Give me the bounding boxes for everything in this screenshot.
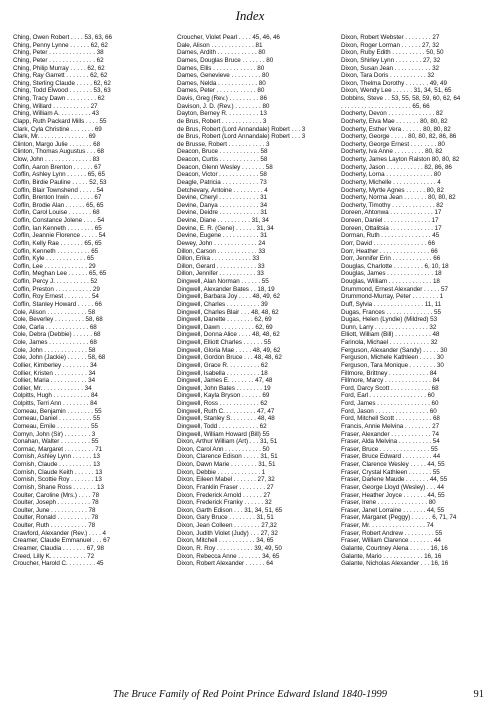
index-entry: Dobbins, Steve . . 53, 55, 58, 59, 60, 62, 64 bbox=[341, 95, 461, 102]
index-entry: Dixon, Debbie . . . . . . . . . . . . . 1 bbox=[177, 468, 266, 476]
index-entry: Dixon, Thelma Dorothy . . . . . . . 49, 49 bbox=[341, 79, 447, 87]
index-entry: Dixon, Eileen Mabel . . . . . . . 27, 32 bbox=[177, 476, 275, 484]
index-entry: Docherty, George . . . . . 80, 80, 82, 86, 86 bbox=[341, 133, 457, 141]
index-entry: de Brus, Robert (Lord Annandale) Robert . . . 3 bbox=[177, 125, 306, 133]
index-entry: Coffin, Brodie Alan . . . . . . 65, 65 bbox=[13, 201, 104, 209]
index-entry: Clow, John . . . . . . . . . . . . . . 83 bbox=[13, 156, 100, 163]
index-entry: Clinton, Margo Julie . . . . . . . 68 bbox=[13, 140, 101, 148]
index-entry: Dixon, Tara Doris . . . . . . . . . . . 32 bbox=[341, 72, 435, 80]
index-entry: Dillon, Jennifer . . . . . . . . . . . 33 bbox=[177, 270, 264, 278]
index-entry: Dixon, Clarence Edison . . . . . 31, 51 bbox=[177, 453, 278, 461]
index-entry: Dillon, Carson . . . . . . . . . . . . 33 bbox=[177, 247, 266, 255]
index-entry: Fraser, Robert Andrew . . . . . . . . . 55 bbox=[341, 529, 443, 537]
index-entry: Douglas, Charlotte . . . . . . . . . 6, 10, 18 bbox=[341, 262, 449, 270]
index-entry: Davison, J. D. (Rev.) . . . . . . . . 80 bbox=[177, 102, 270, 110]
index-entry: Collier, Kristen . . . . . . . . . . 34 bbox=[13, 369, 96, 377]
index-entry: Fraser, Bruce Edward . . . . . . . . . 44 bbox=[341, 453, 441, 461]
index-entry: Collier, Mr. . . . . . . . . . . . . 34 bbox=[13, 384, 92, 392]
index-entry: Ferguson, Alexander (Sandy) . . . . . 30 bbox=[341, 346, 448, 354]
index-entry: Coulter, Caroline (Mrs.) . . . . 78 bbox=[13, 491, 100, 499]
index-entry: Devine, Diane . . . . . . . . . . 31, 34 bbox=[177, 217, 269, 224]
index-entry: Coffin, Ashley Lynn . . . . . . 65, 65 bbox=[13, 171, 105, 179]
index-entry: Fraser, Crystal Kathleen . . . . . . . 55 bbox=[341, 468, 440, 476]
index-entry: Drummond-Murray, Peter . . . . . . . . 1 bbox=[341, 293, 444, 301]
index-entry: Dingwell, Donna Alice . . . . 48, 48, 62 bbox=[177, 331, 280, 339]
index-entry: Ferguson, Michele Kathleen . . . . . 30 bbox=[341, 354, 444, 362]
index-entry: Dorr, Jennifer Erin . . . . . . . . . . . . 66 bbox=[341, 255, 441, 263]
index-entry: Coulter, Joseph . . . . . . . . . . 78 bbox=[13, 499, 99, 507]
footer-title: The Bruce Family of Red Point Prince Edward Island 1840-1999 bbox=[112, 689, 388, 700]
index-entry: Coulter, June . . . . . . . . . . . 78 bbox=[13, 506, 96, 514]
index-entry: Fillmore, Marcy . . . . . . . . . . . . . . 84 bbox=[341, 377, 440, 385]
index-entry: Cole, James . . . . . . . . . . . . 68 bbox=[13, 339, 97, 346]
index-entry: Docherty, Elva Mae . . . . . . . 80, 80, 82 bbox=[341, 117, 448, 125]
index-entry: Dingwell, Todd . . . . . . . . . . . . 62 bbox=[177, 422, 267, 430]
index-entry: Docherty, Iva Anne . . . . . . . . . 80, 82 bbox=[341, 148, 443, 156]
index-entry: Dixon, Carol Ann . . . . . . . . . . . 50 bbox=[177, 445, 270, 453]
index-entry: Ching, Todd Elwood . . . . . . . 53, 63 bbox=[13, 87, 111, 95]
index-entry: Dorr, Heather . . . . . . . . . . . . . . . 66 bbox=[341, 247, 438, 255]
index-entry: Dillon, Erika . . . . . . . . . . . . 33 bbox=[177, 255, 260, 263]
index-entry: Fraser, George Lloyd (Wesley) . . . 44 bbox=[341, 483, 444, 491]
index-column-2 bbox=[177, 34, 327, 674]
index-entry: Dingwell, Ross . . . . . . . . . . . . 62 bbox=[177, 400, 268, 407]
index-entry: Dingwell, Danette . . . . . . . . 62, 69 bbox=[177, 316, 272, 324]
index-entry: Comeau, Emile . . . . . . . . . . 55 bbox=[13, 422, 98, 430]
index-entry: Dunn, Larry . . . . . . . . . . . . . . . . 32 bbox=[341, 323, 437, 331]
index-entry: Dingwell, Gordon Bruce . . . 48, 48, 62 bbox=[177, 354, 282, 362]
index-entry: de Brus, Robert . . . . . . . . . . . . 3 bbox=[177, 117, 267, 125]
index-entry: Fraser, Alexander . . . . . . . . . . . . 74 bbox=[341, 430, 439, 438]
index-entry: Francis, Annie Melvina . . . . . . . . 27 bbox=[341, 422, 440, 430]
index-entry: Elliott, William (Bill) . . . . . . . . . . . 48 bbox=[341, 331, 440, 339]
index-entry: Ching, William A. . . . . . . . . . 43 bbox=[13, 110, 99, 118]
index-entry: Detchevary, Antoine . . . . . . . . . 4 bbox=[177, 186, 268, 194]
index-entry: Clark, Mr. . . . . . . . . . . . . . . 69 bbox=[13, 133, 96, 141]
index-entry: Coffin, Kyle . . . . . . . . . . . . 65 bbox=[13, 255, 94, 263]
page-number: 91 bbox=[473, 689, 484, 700]
index-entry: Dames, Douglas Bruce . . . . . . . 80 bbox=[177, 56, 274, 64]
index-entry: Ching, Penny Lynne . . . . . . 62, 62 bbox=[13, 41, 108, 49]
index-entry: Cole, Debra (Debbie) . . . . . . 68 bbox=[13, 331, 101, 339]
index-entry: Creamer, Claudia . . . . . . . 67, 98 bbox=[13, 544, 104, 552]
index-entry: Docherty, Norma Jean . . . . . . . 80, 80, 82 bbox=[341, 194, 456, 202]
index-entry: Comyn, John (Sir) . . . . . . . . 3 bbox=[13, 430, 96, 438]
index-entry: Docherty, George Ernest . . . . . . . . 80 bbox=[341, 140, 445, 148]
index-entry: Dingwell, James E. . . . . . . . 47, 48 bbox=[177, 377, 273, 385]
index-entry: Dingwell, Ruth C. . . . . . . . . . 47, 47 bbox=[177, 407, 275, 415]
index-entry: Coffin, Ian Kenneth . . . . . . . . 65 bbox=[13, 224, 102, 232]
index-entry: Dingwell, William Howard (Bill) 55 bbox=[177, 430, 270, 438]
index-entry: Docherty, Timothy . . . . . . . . . . . . . 82 bbox=[341, 201, 444, 209]
index-entry: Ford, Darcy Scott . . . . . . . . . . . . 68 bbox=[341, 384, 439, 392]
index-entry: Dingwell, Dawn . . . . . . . . . . 62, 69 bbox=[177, 323, 273, 331]
index-entry: Dixon, Ruby Edith . . . . . . . . . . 50, 50 bbox=[341, 49, 444, 57]
index-entry: Dingwell, Grace R. . . . . . . . . . 62 bbox=[177, 361, 268, 369]
index-entry: Fraser, Bruce . . . . . . . . . . . . . . . 55 bbox=[341, 445, 438, 453]
index-entry: Fraser, Heather Joyce . . . . . . . 44, 55 bbox=[341, 491, 445, 499]
index-entry: Ford, James . . . . . . . . . . . . . . . . 60 bbox=[341, 400, 439, 407]
index-entry: Coffin, Preston . . . . . . . . . . . 29 bbox=[13, 285, 100, 293]
index-entry: Cole, John (Jackie) . . . . . . 58, 68 bbox=[13, 354, 106, 362]
index-entry: Dugas, Frances . . . . . . . . . . . . . . 55 bbox=[341, 308, 441, 316]
index-entry: Coffin, Brenton Irwin . . . . . . . 67 bbox=[13, 194, 102, 202]
index-entry: Cornish, Claude . . . . . . . . . . 13 bbox=[13, 461, 100, 468]
index-entry: Dixon, Shirley Lynn . . . . . . . . 27, 32 bbox=[341, 56, 441, 64]
index-entry: Croucher, Harold C. . . . . . . . . 45 bbox=[13, 560, 104, 568]
index-entry: Fraser, Alda Melvina . . . . . . . . . . 54 bbox=[341, 438, 440, 446]
index-entry: Galante, Nicholas Alexander . . . 16, 16 bbox=[341, 560, 449, 568]
index-entry: Clapp, Ruth Packard Mills . . . . 55 bbox=[13, 117, 107, 125]
index-entry: Ching, Peter . . . . . . . . . . . . . . 38 bbox=[13, 49, 104, 57]
index-entry: Ching, Sterling Claude . . . . . 62, 62 bbox=[13, 79, 111, 87]
index-entry: Coffin, Lee . . . . . . . . . . . . . 29 bbox=[13, 262, 96, 270]
index-entry: Dixon, Robert Webster . . . . . . . . 27 bbox=[341, 34, 440, 41]
index-entry: Coffin, Meghan Lee . . . . . . 65, 65 bbox=[13, 270, 107, 278]
index-entry: Coffin, Aaron Brenton . . . . . . 67 bbox=[13, 163, 102, 171]
index-entry: Dames, Nelda . . . . . . . . . . . . 80 bbox=[177, 79, 266, 87]
index-entry: Dames, Ellis . . . . . . . . . . . . . 80 bbox=[177, 64, 265, 72]
index-entry: Coulter, Ronald . . . . . . . . . . 78 bbox=[13, 514, 99, 522]
index-entry: Dugas, Helen (Lyndie) (Mildred) 53 bbox=[341, 316, 438, 324]
index-entry: Fraser, Janet Lorraine . . . . . . . 44, 55 bbox=[341, 506, 445, 514]
index-entry: Devine, Deidre . . . . . . . . . . . . 31 bbox=[177, 209, 268, 217]
index-entry: Deacon, Bruce . . . . . . . . . . . . 58 bbox=[177, 148, 268, 156]
index-entry: Coulter, Ruth . . . . . . . . . . . 78 bbox=[13, 522, 96, 529]
index-entry: Dayton, Berney R. . . . . . . . . . 13 bbox=[177, 110, 267, 118]
index-entry: . . . . . . . . . . . . . . . . . . . . . 65, 66 bbox=[341, 102, 430, 110]
index-entry: Cornish, Ashley Lynn . . . . . . 13 bbox=[13, 453, 100, 461]
index-entry: Fraser, Margaret (Peggy) . . . . . . 6, 71, 74 bbox=[341, 514, 457, 522]
index-entry: Devine, Eugene . . . . . . . . . . . 31 bbox=[177, 232, 268, 240]
index-entry: Docherty, Devon . . . . . . . . . . . . . . 82 bbox=[341, 110, 443, 118]
index-entry: Doreen, Daniel . . . . . . . . . . . . . . 17 bbox=[341, 217, 439, 224]
index-entry: de Brusse, Robert . . . . . . . . . . . 3 bbox=[177, 140, 270, 148]
index-entry: Devine, Cheryl . . . . . . . . . . . . 31 bbox=[177, 194, 267, 202]
index-entry: Devine, E. R. (Gene) . . . . . . 31, 34 bbox=[177, 224, 274, 232]
index-entry: Dewey, John . . . . . . . . . . . . . 24 bbox=[177, 239, 266, 247]
index-entry: Conahan, Walter . . . . . . . . . 55 bbox=[13, 438, 99, 446]
index-entry: Galante, Mario . . . . . . . . . . . . 16, 16 bbox=[341, 552, 442, 560]
index-entry: Croucher, Violet Pearl . . . . 45, 46, 46 bbox=[177, 34, 280, 41]
index-entry: Coffin, Constance Jolene . . . . 54 bbox=[13, 217, 105, 224]
index-entry: Fraser, Irene . . . . . . . . . . . . . . . 80 bbox=[341, 499, 436, 507]
index-entry: Drummond, Ernest Alexander . . . . . 57 bbox=[341, 285, 448, 293]
index-entry: Creamer, Claude Emmanuel . . . 67 bbox=[13, 537, 111, 545]
index-entry: Coffin, Birdie Pauline . . . . . 52, 53 bbox=[13, 178, 107, 186]
index-entry: Dixon, Franklin Fraser . . . . . . . . 27 bbox=[177, 483, 274, 491]
index-entry: Dixon, Susan Jean . . . . . . . . . . . 32 bbox=[341, 64, 439, 72]
index-entry: Cornish, Claude Keith . . . . . . 13 bbox=[13, 468, 103, 476]
index-entry: Dorman, Ruth . . . . . . . . . . . . . . . 45 bbox=[341, 232, 440, 240]
index-columns bbox=[13, 34, 491, 674]
index-entry: Coffin, Kenneth . . . . . . . . . . 65 bbox=[13, 247, 99, 255]
index-entry: Ching, Willard . . . . . . . . . . . 27 bbox=[13, 102, 98, 110]
index-entry: Farinola, Michael . . . . . . . . . . . . 32 bbox=[341, 339, 438, 346]
index-entry: Cornish, Shane Ross . . . . . . . 13 bbox=[13, 483, 104, 491]
index-entry: Deacon, Curtis . . . . . . . . . . . . 58 bbox=[177, 156, 268, 163]
index-entry: Fraser, Mr. . . . . . . . . . . . . . . . . 74 bbox=[341, 522, 434, 529]
index-entry: Dixon, R. Roy . . . . . . . . . . . 39, 49, 50 bbox=[177, 544, 282, 552]
index-entry: Colpitts, Terri Ann . . . . . . . . 84 bbox=[13, 400, 98, 407]
index-entry: Clinton, Thomas Augustus . . . 68 bbox=[13, 148, 104, 156]
index-entry: Coffin, Stanley Howard . . . . . 66 bbox=[13, 300, 102, 308]
index-entry: Ching, Owen Robert . . . . 53, 63, 66 bbox=[13, 34, 112, 41]
index-entry: Dixon, Arthur William (Art) . . . 31, 51 bbox=[177, 438, 278, 446]
index-entry: Docherty, Michelle . . . . . . . . . . . . . 4 bbox=[341, 178, 441, 186]
index-entry: Dale, Alison . . . . . . . . . . . . . 81 bbox=[177, 41, 263, 49]
index-entry: Doreen, Ahtonwa . . . . . . . . . . . . . 17 bbox=[341, 209, 442, 217]
index-entry: Docherty, Lorna . . . . . . . . . . . . . . 80 bbox=[341, 171, 441, 179]
index-entry: Clark, Cyla Christine . . . . . . . 69 bbox=[13, 125, 102, 133]
index-entry: Comeau, Daniel . . . . . . . . . . 55 bbox=[13, 415, 101, 423]
index-entry: Davis, Greg (Rev.) . . . . . . . . . 86 bbox=[177, 95, 267, 102]
index-entry: Cornish, Scottie Roy . . . . . . . 13 bbox=[13, 476, 102, 484]
index-entry: Docherty, James Layton Ralston 80, 80, 82 bbox=[341, 156, 460, 163]
index-entry: Comeau, Benjamin . . . . . . . . 55 bbox=[13, 407, 102, 415]
index-entry: Ford, Jason . . . . . . . . . . . . . . . . 60 bbox=[341, 407, 437, 415]
index-entry: Colpitts, Hugh . . . . . . . . . . . 84 bbox=[13, 392, 98, 400]
index-entry: Cole, John . . . . . . . . . . . . . 58 bbox=[13, 346, 96, 354]
index-entry: Docherty, Jason . . . . . . . . . . . 82, 86, 86 bbox=[341, 163, 452, 171]
page-footer bbox=[0, 689, 500, 703]
index-entry: Dingwell, Charles Blair . . . 48, 48, 62 bbox=[177, 308, 279, 316]
index-entry: Creed, Lilly K. . . . . . . . . . . 72 bbox=[13, 552, 95, 560]
index-entry: Docherty, Myrtle Agnes . . . . . . 80, 82 bbox=[341, 186, 444, 194]
index-entry: Dingwell, Alexander Bates . . 18, 19 bbox=[177, 285, 275, 293]
index-entry: Dingwell, John Bates . . . . . . . . 19 bbox=[177, 384, 271, 392]
index-entry: Dixon, Jean Colleen . . . . . . . . 27,32 bbox=[177, 522, 277, 529]
index-entry: Crawford, Alexander (Rev.) . . . . 4 bbox=[13, 529, 106, 537]
index-entry: Fraser, Darlene Maude . . . . . . . 44, 55 bbox=[341, 476, 448, 484]
index-entry: Douglas, William . . . . . . . . . . . . . 18 bbox=[341, 278, 440, 285]
index-entry: Dixon, Robert Alexander . . . . . . 64 bbox=[177, 560, 274, 568]
index-entry: Dixon, Judith Violet (Judy) . . . 27, 32 bbox=[177, 529, 278, 537]
index-entry: Ferguson, Tara Monique . . . . . . . . 30 bbox=[341, 361, 444, 369]
index-entry: Ford, Earl . . . . . . . . . . . . . . . . . 60 bbox=[341, 392, 435, 400]
index-entry: Dixon, Frederick Franky . . . . . . 32 bbox=[177, 499, 272, 507]
index-entry: Fraser, William Clarence . . . . . . . 44 bbox=[341, 537, 441, 545]
index-entry: Dixon, Wendy Lee . . . . . . 31, 34, 51, 65 bbox=[341, 87, 452, 95]
index-entry: Cole, Alison . . . . . . . . . . . . 58 bbox=[13, 308, 96, 316]
index-entry: Dixon, Gary Bruce . . . . . . . . 31, 51 bbox=[177, 514, 274, 522]
index-entry: Deagle, Patricia . . . . . . . . . . . 73 bbox=[177, 178, 267, 186]
index-entry: Dorr, David . . . . . . . . . . . . . . . . 66 bbox=[341, 239, 435, 247]
index-entry: Dames, Ardith . . . . . . . . . . . . 80 bbox=[177, 49, 266, 57]
index-entry: Deacon, Victor . . . . . . . . . . . . 58 bbox=[177, 171, 267, 179]
index-column-3 bbox=[341, 34, 491, 674]
index-entry: Dames, Peter . . . . . . . . . . . . 80 bbox=[177, 87, 265, 95]
index-entry: Douglas, James . . . . . . . . . . . . . . 18 bbox=[341, 270, 442, 278]
index-entry: Ford, Mitchell Scott . . . . . . . . . . . 68 bbox=[341, 415, 440, 423]
index-entry: Dixon, Garth Edison . . . 31, 34, 51, 65 bbox=[177, 506, 283, 514]
index-entry: Ching, Peter . . . . . . . . . . . . . . 62 bbox=[13, 56, 104, 64]
index-entry: Coffin, Carol Louise . . . . . . . 68 bbox=[13, 209, 100, 217]
index-entry: de Brus, Robert (Lord Annandale) Robert . . . 3 bbox=[177, 133, 306, 141]
index-entry: Fillmore, Brittney . . . . . . . . . . . . 84 bbox=[341, 369, 437, 377]
page-title: Index bbox=[235, 8, 265, 23]
index-entry: Dingwell, Elliott Charles . . . . . . 55 bbox=[177, 339, 271, 346]
index-entry: Doreen, Ottalitsia . . . . . . . . . . . . . 17 bbox=[341, 224, 442, 232]
index-entry: Collier, Kimberley . . . . . . . . 34 bbox=[13, 361, 97, 369]
index-entry: Dixon, Mitchell . . . . . . . . . . . 34, 65 bbox=[177, 537, 274, 545]
index-entry: Duff, Sylvia . . . . . . . . . . . . . . . 11, 11 bbox=[341, 300, 442, 308]
index-entry: Dingwell, Alan Norman . . . . . . 55 bbox=[177, 278, 269, 285]
index-entry: Coffin, Percy J. . . . . . . . . . . 52 bbox=[13, 278, 98, 285]
index-entry: Docherty, Esther Vera . . . . . . 80, 80, 82 bbox=[341, 125, 451, 133]
index-entry: Dingwell, Gloria Mae . . . . . 48, 49, 62 bbox=[177, 346, 281, 354]
index-entry: Ching, Philip Murray . . . . . 62, 62 bbox=[13, 64, 105, 72]
index-entry: Dingwell, Charles . . . . . . . . . . 39 bbox=[177, 300, 268, 308]
index-entry: Dingwell, Isabella . . . . . . . . . . 18 bbox=[177, 369, 268, 377]
index-entry: Devine, Danya . . . . . . . . . . . . 34 bbox=[177, 201, 268, 209]
index-entry: Coffin, Kelly Rae . . . . . . . 65, 65 bbox=[13, 239, 102, 247]
index-entry: Dingwell, Stanley S. . . . . . . . 48, 48 bbox=[177, 415, 275, 423]
index-entry: Dillon, Gerard . . . . . . . . . . . . 33 bbox=[177, 262, 265, 270]
index-entry: Dingwell, Kayla Bryson . . . . . . 69 bbox=[177, 392, 270, 400]
index-entry: Coffin, Blair Townshend . . . . . 54 bbox=[13, 186, 104, 194]
index-entry: Ching, Tracy Dawn . . . . . . . . . 62 bbox=[13, 95, 105, 102]
index-entry: Dixon, Frederick Arnold . . . . . . 27 bbox=[177, 491, 271, 499]
index-entry: Deacon, Glenn Wesley . . . . . . . 58 bbox=[177, 163, 273, 171]
index-entry: Dixon, Rebecca Anne . . . . . . . 34, 65 bbox=[177, 552, 280, 560]
index-entry: Coffin, Jeannie Florence . . . . . 54 bbox=[13, 232, 106, 240]
index-entry: Cole, Carla . . . . . . . . . . . . . 68 bbox=[13, 323, 97, 331]
index-entry: Coffin, Roy Ernest . . . . . . . . 54 bbox=[13, 293, 99, 301]
index-entry: Galante, Courtney Alena . . . . . . 16, 16 bbox=[341, 544, 448, 552]
index-column-1 bbox=[13, 34, 163, 674]
index-entry: Cole, Beverley . . . . . . . . . 58, 68 bbox=[13, 316, 103, 324]
index-entry: Cormac, Margaret . . . . . . . . . 71 bbox=[13, 445, 103, 453]
index-entry: Dixon, Roger Lorman . . . . . . 27, 32 bbox=[341, 41, 440, 49]
index-entry: Dixon, Dawn Marie . . . . . . . . 31, 51 bbox=[177, 461, 276, 468]
index-entry: Collier, Maria . . . . . . . . . . . 34 bbox=[13, 377, 96, 385]
index-entry: Dames, Genevieve . . . . . . . . . 80 bbox=[177, 72, 269, 80]
index-entry: Ching, Ray Garrett . . . . . . . 62, 62 bbox=[13, 72, 108, 80]
index-entry: Dingwell, Barbara Joy . . . . 48, 49, 62 bbox=[177, 293, 281, 301]
index-entry: Fraser, Clarence Wesley . . . . . 44, 55 bbox=[341, 461, 445, 468]
